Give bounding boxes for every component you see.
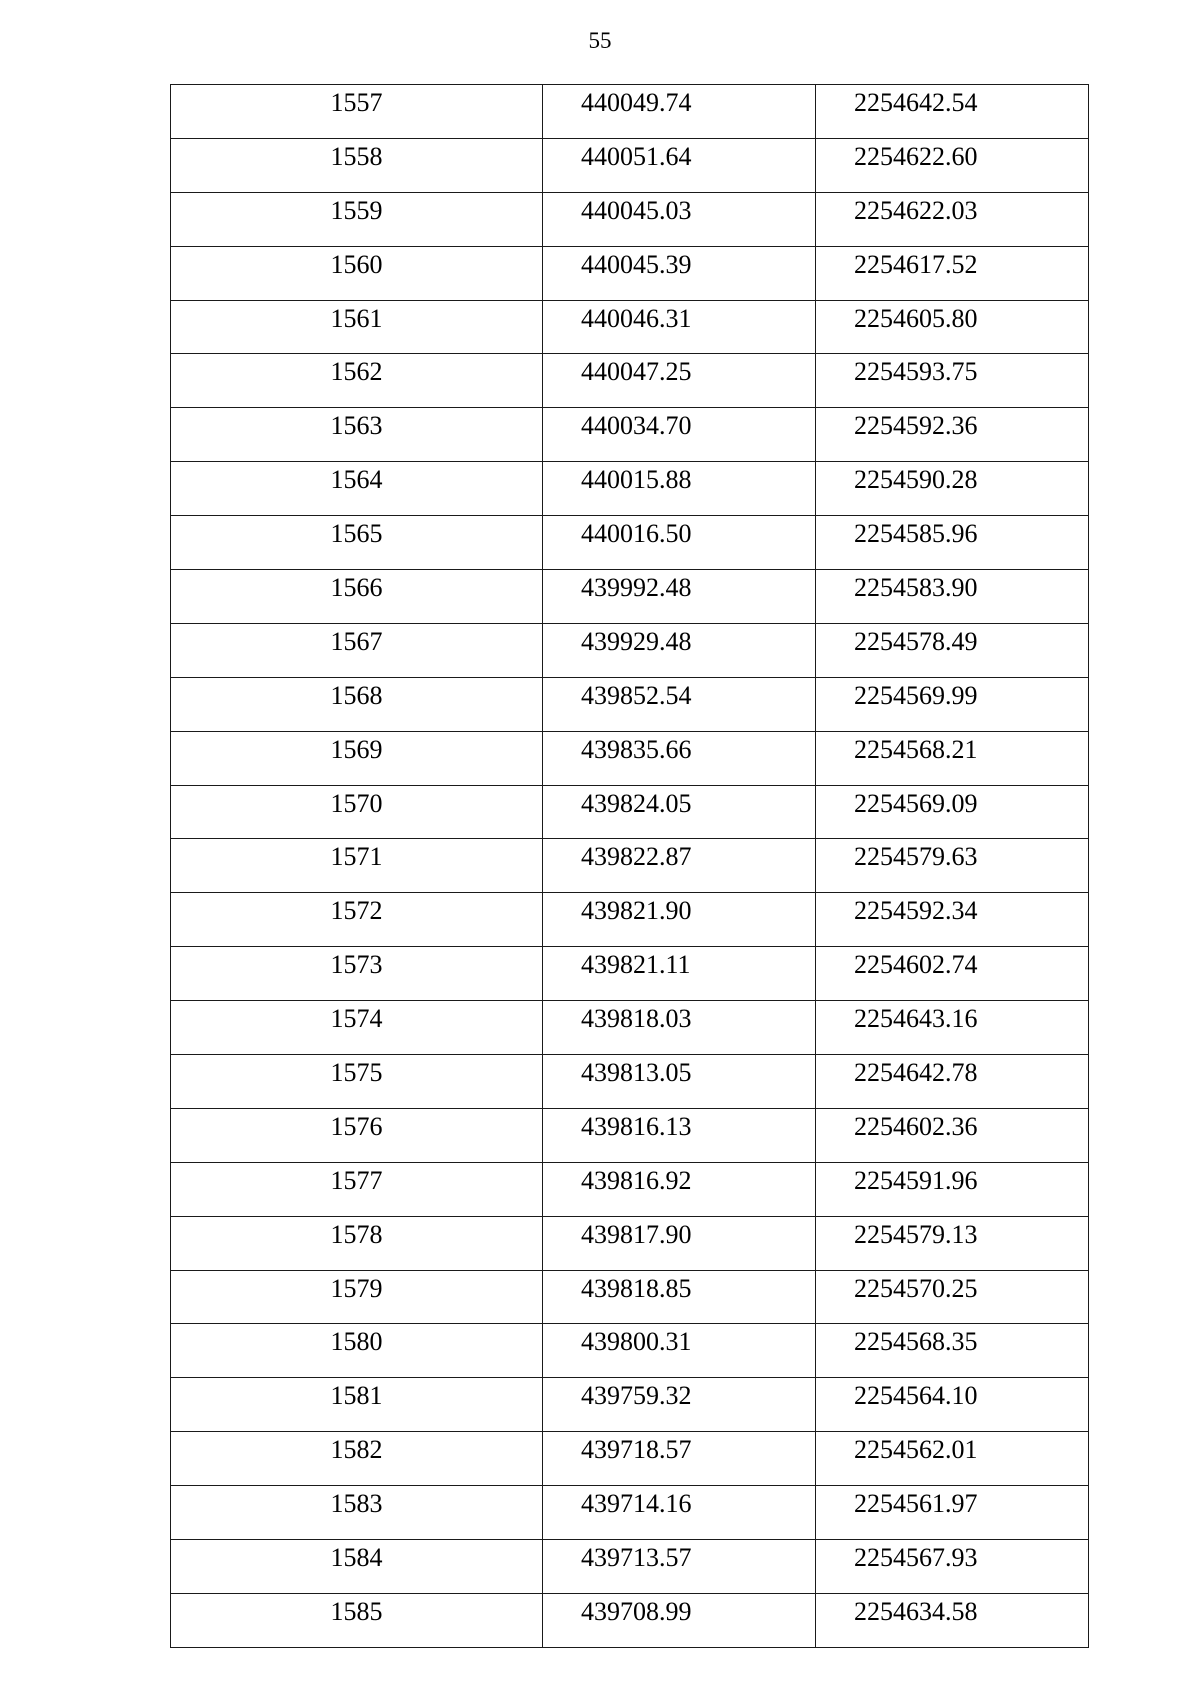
table-row: [171, 354, 1089, 408]
point-id-cell: [171, 839, 543, 893]
x-coordinate-cell: [543, 947, 816, 1001]
y-coordinate-value: 2254568.35: [854, 1327, 978, 1357]
point-id-value: 1579: [330, 1273, 383, 1303]
y-coordinate-value: 2254578.49: [854, 626, 978, 656]
y-coordinate-cell: [816, 839, 1089, 893]
point-id-cell: [171, 1593, 543, 1647]
page-number: 55: [588, 28, 612, 53]
x-coordinate-cell: [543, 1216, 816, 1270]
y-coordinate-cell: [816, 1162, 1089, 1216]
point-id-cell: [171, 893, 543, 947]
x-coordinate-cell: [543, 354, 816, 408]
y-coordinate-value: 2254568.21: [854, 734, 978, 764]
x-coordinate-value: 439759.32: [581, 1381, 692, 1411]
x-coordinate-value: 440016.50: [581, 519, 692, 549]
x-coordinate-cell: [543, 516, 816, 570]
point-id-value: 1580: [330, 1327, 383, 1357]
y-coordinate-cell: [816, 85, 1089, 139]
point-id-value: 1565: [330, 519, 383, 549]
x-coordinate-cell: [543, 1162, 816, 1216]
x-coordinate-cell: [543, 623, 816, 677]
table-row: [171, 462, 1089, 516]
x-coordinate-value: 439714.16: [581, 1489, 692, 1519]
table-row: [171, 1540, 1089, 1594]
x-coordinate-cell: [543, 570, 816, 624]
point-id-cell: [171, 1486, 543, 1540]
point-id-cell: [171, 300, 543, 354]
point-id-cell: [171, 85, 543, 139]
x-coordinate-cell: [543, 1270, 816, 1324]
y-coordinate-value: 2254562.01: [854, 1435, 978, 1465]
x-coordinate-value: 439824.05: [581, 788, 692, 818]
x-coordinate-value: 440046.31: [581, 303, 692, 333]
table-row: [171, 1216, 1089, 1270]
y-coordinate-cell: [816, 623, 1089, 677]
x-coordinate-value: 439718.57: [581, 1435, 692, 1465]
point-id-value: 1577: [330, 1165, 383, 1195]
table-row: [171, 947, 1089, 1001]
y-coordinate-value: 2254570.25: [854, 1273, 978, 1303]
coordinates-table: [170, 84, 1089, 1648]
point-id-value: 1568: [330, 680, 383, 710]
y-coordinate-cell: [816, 1540, 1089, 1594]
x-coordinate-value: 440051.64: [581, 141, 692, 171]
x-coordinate-value: 439992.48: [581, 573, 692, 603]
point-id-cell: [171, 1001, 543, 1055]
x-coordinate-value: 439708.99: [581, 1596, 692, 1626]
point-id-cell: [171, 1324, 543, 1378]
table-row: [171, 516, 1089, 570]
x-coordinate-value: 439800.31: [581, 1327, 692, 1357]
table-row: [171, 1378, 1089, 1432]
point-id-cell: [171, 246, 543, 300]
x-coordinate-cell: [543, 677, 816, 731]
x-coordinate-cell: [543, 1001, 816, 1055]
y-coordinate-value: 2254602.74: [854, 950, 978, 980]
x-coordinate-value: 439822.87: [581, 842, 692, 872]
x-coordinate-value: 440047.25: [581, 357, 692, 387]
point-id-cell: [171, 677, 543, 731]
point-id-cell: [171, 1378, 543, 1432]
table-row: [171, 623, 1089, 677]
table-row: [171, 85, 1089, 139]
point-id-value: 1574: [330, 1004, 383, 1034]
y-coordinate-cell: [816, 570, 1089, 624]
x-coordinate-value: 439713.57: [581, 1543, 692, 1573]
point-id-cell: [171, 1540, 543, 1594]
y-coordinate-value: 2254643.16: [854, 1004, 978, 1034]
x-coordinate-cell: [543, 1378, 816, 1432]
y-coordinate-value: 2254567.93: [854, 1543, 978, 1573]
point-id-value: 1557: [330, 88, 383, 117]
x-coordinate-cell: [543, 731, 816, 785]
point-id-cell: [171, 947, 543, 1001]
point-id-value: 1559: [330, 195, 383, 225]
point-id-cell: [171, 1270, 543, 1324]
x-coordinate-cell: [543, 839, 816, 893]
table-row: [171, 1001, 1089, 1055]
y-coordinate-cell: [816, 731, 1089, 785]
y-coordinate-cell: [816, 1216, 1089, 1270]
y-coordinate-cell: [816, 138, 1089, 192]
point-id-value: 1584: [330, 1543, 383, 1573]
x-coordinate-value: 439929.48: [581, 626, 692, 656]
point-id-cell: [171, 192, 543, 246]
x-coordinate-cell: [543, 1540, 816, 1594]
point-id-cell: [171, 354, 543, 408]
point-id-value: 1585: [330, 1596, 383, 1626]
y-coordinate-cell: [816, 677, 1089, 731]
y-coordinate-cell: [816, 1432, 1089, 1486]
coordinates-table-body: [171, 85, 1089, 1648]
table-row: [171, 1055, 1089, 1109]
x-coordinate-cell: [543, 1324, 816, 1378]
x-coordinate-value: 439821.11: [581, 950, 691, 980]
table-row: [171, 785, 1089, 839]
y-coordinate-value: 2254591.96: [854, 1165, 978, 1195]
y-coordinate-value: 2254585.96: [854, 519, 978, 549]
y-coordinate-cell: [816, 1324, 1089, 1378]
table-row: [171, 893, 1089, 947]
y-coordinate-value: 2254579.63: [854, 842, 978, 872]
point-id-value: 1563: [330, 411, 383, 441]
y-coordinate-value: 2254605.80: [854, 303, 978, 333]
point-id-value: 1575: [330, 1058, 383, 1088]
point-id-value: 1576: [330, 1111, 383, 1141]
x-coordinate-cell: [543, 1486, 816, 1540]
x-coordinate-value: 439816.92: [581, 1165, 692, 1195]
point-id-value: 1582: [330, 1435, 383, 1465]
x-coordinate-value: 439816.13: [581, 1111, 692, 1141]
y-coordinate-cell: [816, 785, 1089, 839]
table-row: [171, 1593, 1089, 1647]
y-coordinate-value: 2254592.34: [854, 896, 978, 926]
table-row: [171, 677, 1089, 731]
point-id-value: 1562: [330, 357, 383, 387]
point-id-value: 1581: [330, 1381, 383, 1411]
y-coordinate-cell: [816, 1378, 1089, 1432]
x-coordinate-cell: [543, 1432, 816, 1486]
x-coordinate-cell: [543, 246, 816, 300]
point-id-cell: [171, 462, 543, 516]
y-coordinate-cell: [816, 1001, 1089, 1055]
y-coordinate-value: 2254642.54: [854, 88, 978, 117]
table-row: [171, 192, 1089, 246]
x-coordinate-cell: [543, 408, 816, 462]
y-coordinate-cell: [816, 893, 1089, 947]
point-id-value: 1558: [330, 141, 383, 171]
y-coordinate-cell: [816, 1486, 1089, 1540]
x-coordinate-cell: [543, 1055, 816, 1109]
x-coordinate-value: 440045.03: [581, 195, 692, 225]
table-row: [171, 1486, 1089, 1540]
y-coordinate-value: 2254602.36: [854, 1111, 978, 1141]
y-coordinate-cell: [816, 462, 1089, 516]
y-coordinate-cell: [816, 300, 1089, 354]
y-coordinate-value: 2254622.60: [854, 141, 978, 171]
point-id-value: 1566: [330, 573, 383, 603]
point-id-cell: [171, 408, 543, 462]
x-coordinate-cell: [543, 138, 816, 192]
y-coordinate-value: 2254564.10: [854, 1381, 978, 1411]
x-coordinate-cell: [543, 300, 816, 354]
point-id-cell: [171, 1432, 543, 1486]
y-coordinate-cell: [816, 192, 1089, 246]
y-coordinate-value: 2254579.13: [854, 1219, 978, 1249]
point-id-cell: [171, 623, 543, 677]
table-row: [171, 1162, 1089, 1216]
table-row: [171, 1108, 1089, 1162]
table-row: [171, 138, 1089, 192]
y-coordinate-value: 2254583.90: [854, 573, 978, 603]
x-coordinate-value: 440045.39: [581, 249, 692, 279]
table-row: [171, 570, 1089, 624]
y-coordinate-value: 2254622.03: [854, 195, 978, 225]
point-id-value: 1578: [330, 1219, 383, 1249]
point-id-value: 1569: [330, 734, 383, 764]
point-id-cell: [171, 570, 543, 624]
y-coordinate-cell: [816, 1593, 1089, 1647]
x-coordinate-cell: [543, 462, 816, 516]
y-coordinate-value: 2254590.28: [854, 465, 978, 495]
x-coordinate-value: 439821.90: [581, 896, 692, 926]
point-id-cell: [171, 785, 543, 839]
x-coordinate-cell: [543, 893, 816, 947]
x-coordinate-value: 439813.05: [581, 1058, 692, 1088]
x-coordinate-cell: [543, 785, 816, 839]
y-coordinate-cell: [816, 516, 1089, 570]
x-coordinate-value: 439818.85: [581, 1273, 692, 1303]
y-coordinate-cell: [816, 1270, 1089, 1324]
point-id-value: 1561: [330, 303, 383, 333]
y-coordinate-cell: [816, 947, 1089, 1001]
x-coordinate-cell: [543, 85, 816, 139]
y-coordinate-cell: [816, 1055, 1089, 1109]
point-id-cell: [171, 1216, 543, 1270]
point-id-value: 1573: [330, 950, 383, 980]
x-coordinate-cell: [543, 1108, 816, 1162]
point-id-value: 1572: [330, 896, 383, 926]
y-coordinate-cell: [816, 246, 1089, 300]
point-id-value: 1564: [330, 465, 383, 495]
y-coordinate-cell: [816, 1108, 1089, 1162]
y-coordinate-value: 2254561.97: [854, 1489, 978, 1519]
point-id-cell: [171, 1162, 543, 1216]
table-row: [171, 731, 1089, 785]
x-coordinate-value: 439835.66: [581, 734, 692, 764]
y-coordinate-value: 2254569.99: [854, 680, 978, 710]
table-row: [171, 408, 1089, 462]
point-id-cell: [171, 731, 543, 785]
y-coordinate-value: 2254634.58: [854, 1596, 978, 1626]
x-coordinate-value: 439817.90: [581, 1219, 692, 1249]
table-row: [171, 246, 1089, 300]
y-coordinate-value: 2254617.52: [854, 249, 978, 279]
x-coordinate-value: 440049.74: [581, 88, 692, 117]
point-id-value: 1583: [330, 1489, 383, 1519]
point-id-cell: [171, 1108, 543, 1162]
x-coordinate-value: 440015.88: [581, 465, 692, 495]
point-id-value: 1571: [330, 842, 383, 872]
y-coordinate-value: 2254592.36: [854, 411, 978, 441]
y-coordinate-value: 2254569.09: [854, 788, 978, 818]
y-coordinate-value: 2254593.75: [854, 357, 978, 387]
y-coordinate-value: 2254642.78: [854, 1058, 978, 1088]
x-coordinate-value: 439852.54: [581, 680, 692, 710]
point-id-cell: [171, 1055, 543, 1109]
x-coordinate-value: 440034.70: [581, 411, 692, 441]
table-row: [171, 300, 1089, 354]
point-id-value: 1567: [330, 626, 383, 656]
x-coordinate-cell: [543, 192, 816, 246]
point-id-value: 1560: [330, 249, 383, 279]
point-id-value: 1570: [330, 788, 383, 818]
y-coordinate-cell: [816, 408, 1089, 462]
table-row: [171, 839, 1089, 893]
table-row: [171, 1432, 1089, 1486]
x-coordinate-cell: [543, 1593, 816, 1647]
x-coordinate-value: 439818.03: [581, 1004, 692, 1034]
y-coordinate-cell: [816, 354, 1089, 408]
table-row: [171, 1324, 1089, 1378]
point-id-cell: [171, 138, 543, 192]
table-row: [171, 1270, 1089, 1324]
point-id-cell: [171, 516, 543, 570]
